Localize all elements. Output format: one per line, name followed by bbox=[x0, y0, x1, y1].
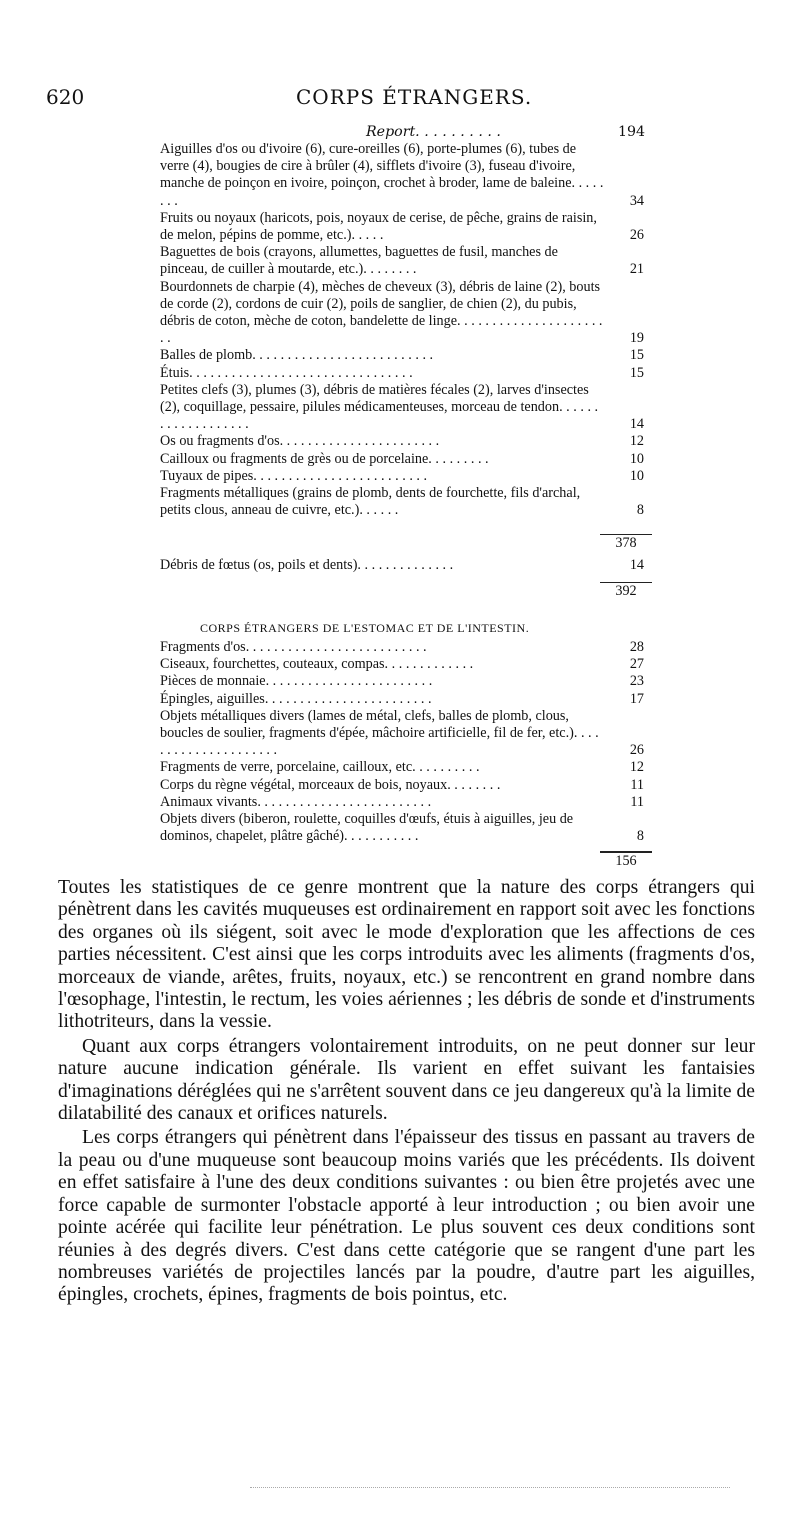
list-item: Os ou fragments d'os. . . . . . . . . . . . . . . . . . . . . . . 12 bbox=[160, 433, 644, 450]
page-number: 620 bbox=[46, 85, 85, 109]
list-item: Corps du règne végétal, morceaux de bois, noyaux. . . . . . . . 11 bbox=[160, 776, 644, 793]
list-item: Épingles, aiguilles. . . . . . . . . . . . . . . . . . . . . . . . 17 bbox=[160, 690, 644, 707]
page-header bbox=[46, 85, 656, 109]
running-title: CORPS ÉTRANGERS. bbox=[296, 85, 533, 109]
total: 392 bbox=[600, 582, 652, 600]
paragraph: Toutes les statistiques de ce genre montrent que la nature des corps étrangers qui pénètrent dans les cavités muqueuses est ordinairement en rapport soit avec les fonctions des organes où ils siégent, soit avec le mode d'exploration que les affections de ces parties nécessitent. C'est ainsi que les corps introduits avec les aliments (fragments d'os, morceaux de viande, arêtes, fruits, noyaux, etc.) se rencontrent en grand nombre dans l'œsophage, l'intestin, le rectum, les voies aériennes ; les débris de sonde et d'instruments lithotriteurs, dans la vessie. bbox=[58, 877, 755, 1033]
list-item: Bourdonnets de charpie (4), mèches de cheveux (3), débris de laine (2), bouts de corde (2), cordons de cuir (2), poils de sanglier, de chien (2), du pubis, débris de coton, mèche de coton, bandelette de linge. . . . . . . . . . . . . . . . . . . . . . . 19 bbox=[160, 278, 644, 347]
list-item: Objets divers (biberon, roulette, coquilles d'œufs, étuis à aiguilles, jeu de dominos, chapelet, plâtre gâché). . . . . . . . . . . 8 bbox=[160, 811, 644, 845]
stomach-intestine-list bbox=[160, 639, 652, 845]
paragraph: Quant aux corps étrangers volontairement introduits, on ne peut donner sur leur nature aucune indication générale. Ils varient en effet suivant les fantaisies d'imaginations déréglées qui ne s'arrêtent souvent dans ce jeu dangereux qu'à la limite de dilatabilité des canaux et orifices naturels. bbox=[58, 1035, 755, 1125]
list-item: Étuis. . . . . . . . . . . . . . . . . . . . . . . . . . . . . . . . 15 bbox=[160, 364, 644, 381]
subtotal: 378 bbox=[600, 534, 652, 552]
list-item: Pièces de monnaie. . . . . . . . . . . . . . . . . . . . . . . . 23 bbox=[160, 673, 644, 690]
list-item: Débris de fœtus (os, poils et dents). . . . . . . . . . . . . . 14 bbox=[160, 557, 644, 573]
footer-rule bbox=[250, 1487, 730, 1488]
list-item: Fruits ou noyaux (haricots, pois, noyaux de cerise, de pêche, grains de raisin, de melon, pépins de pomme, etc.). . . . . 26 bbox=[160, 209, 644, 244]
list-item: Baguettes de bois (crayons, allumettes, baguettes de fusil, manches de pinceau, de cuiller à moutarde, etc.). . . . . . . . 21 bbox=[160, 244, 644, 278]
list-item: Fragments d'os. . . . . . . . . . . . . . . . . . . . . . . . . . 28 bbox=[160, 639, 644, 655]
report-value: 194 bbox=[618, 124, 646, 140]
list-item: Ciseaux, fourchettes, couteaux, compas. . . . . . . . . . . . . 27 bbox=[160, 656, 644, 673]
list-item: Aiguilles d'os ou d'ivoire (6), cure-oreilles (6), porte-plumes (6), tubes de verre (4), bougies de cire à brûler (4), sifflets d'ivoire (3), fuseau d'ivoire, manche de poinçon en ivoire, poinçon, crochet à broder, lame de baleine. . . . . . . . 34 bbox=[160, 141, 644, 209]
list-item: Petites clefs (3), plumes (3), débris de matières fécales (2), larves d'insectes (2), coquillage, pessaire, pilules médicamenteuses, morceau de tendon. . . . . . . . . . . . . . . . . . . 14 bbox=[160, 381, 644, 433]
list-item: Objets métalliques divers (lames de métal, clefs, balles de plomb, clous, boucles de soulier, fragments d'épée, mâchoire artificielle, fil de fer, etc.). . . . . . . . . . . . . . . . . . . . . 26 bbox=[160, 707, 644, 759]
report-label: Report. . . . . . . . . . bbox=[366, 124, 501, 140]
list-item: Fragments métalliques (grains de plomb, dents de fourchette, fils d'archal, petits clous, anneau de cuivre, etc.). . . . . . 8 bbox=[160, 485, 644, 519]
list-item: Tuyaux de pipes. . . . . . . . . . . . . . . . . . . . . . . . . 10 bbox=[160, 467, 644, 484]
total: 156 bbox=[600, 851, 652, 870]
foreign-bodies-list bbox=[160, 141, 652, 519]
paragraph: Les corps étrangers qui pénètrent dans l'épaisseur des tissus en passant au travers de la peau ou d'une muqueuse sont beaucoup moins variés que les précédents. Ils doivent en effet satisfaire à l'une des deux conditions suivantes : ou bien être projetés avec une force capable de surmonter l'obstacle apporté à leur introduction ; ou bien avoir une pointe acérée qui facilite leur pénétration. Le plus souvent ces deux conditions sont réunies à des degrés divers. C'est dans cette catégorie que se rangent d'une part les nombreuses variétés de projectiles lancés par la poudre, d'autre part les aiguilles, épingles, crochets, épines, fragments de bois pointus, etc. bbox=[58, 1127, 755, 1306]
list-item: Cailloux ou fragments de grès ou de porcelaine. . . . . . . . . 10 bbox=[160, 450, 644, 467]
list-item: Fragments de verre, porcelaine, cailloux, etc. . . . . . . . . . 12 bbox=[160, 759, 644, 776]
foetus-list bbox=[160, 557, 652, 574]
body-text bbox=[58, 877, 755, 1309]
list-item: Animaux vivants. . . . . . . . . . . . . . . . . . . . . . . . . 11 bbox=[160, 793, 644, 810]
section-title: CORPS ÉTRANGERS DE L'ESTOMAC ET DE L'INTESTIN. bbox=[200, 621, 530, 635]
list-item: Balles de plomb. . . . . . . . . . . . . . . . . . . . . . . . . . 15 bbox=[160, 347, 644, 364]
